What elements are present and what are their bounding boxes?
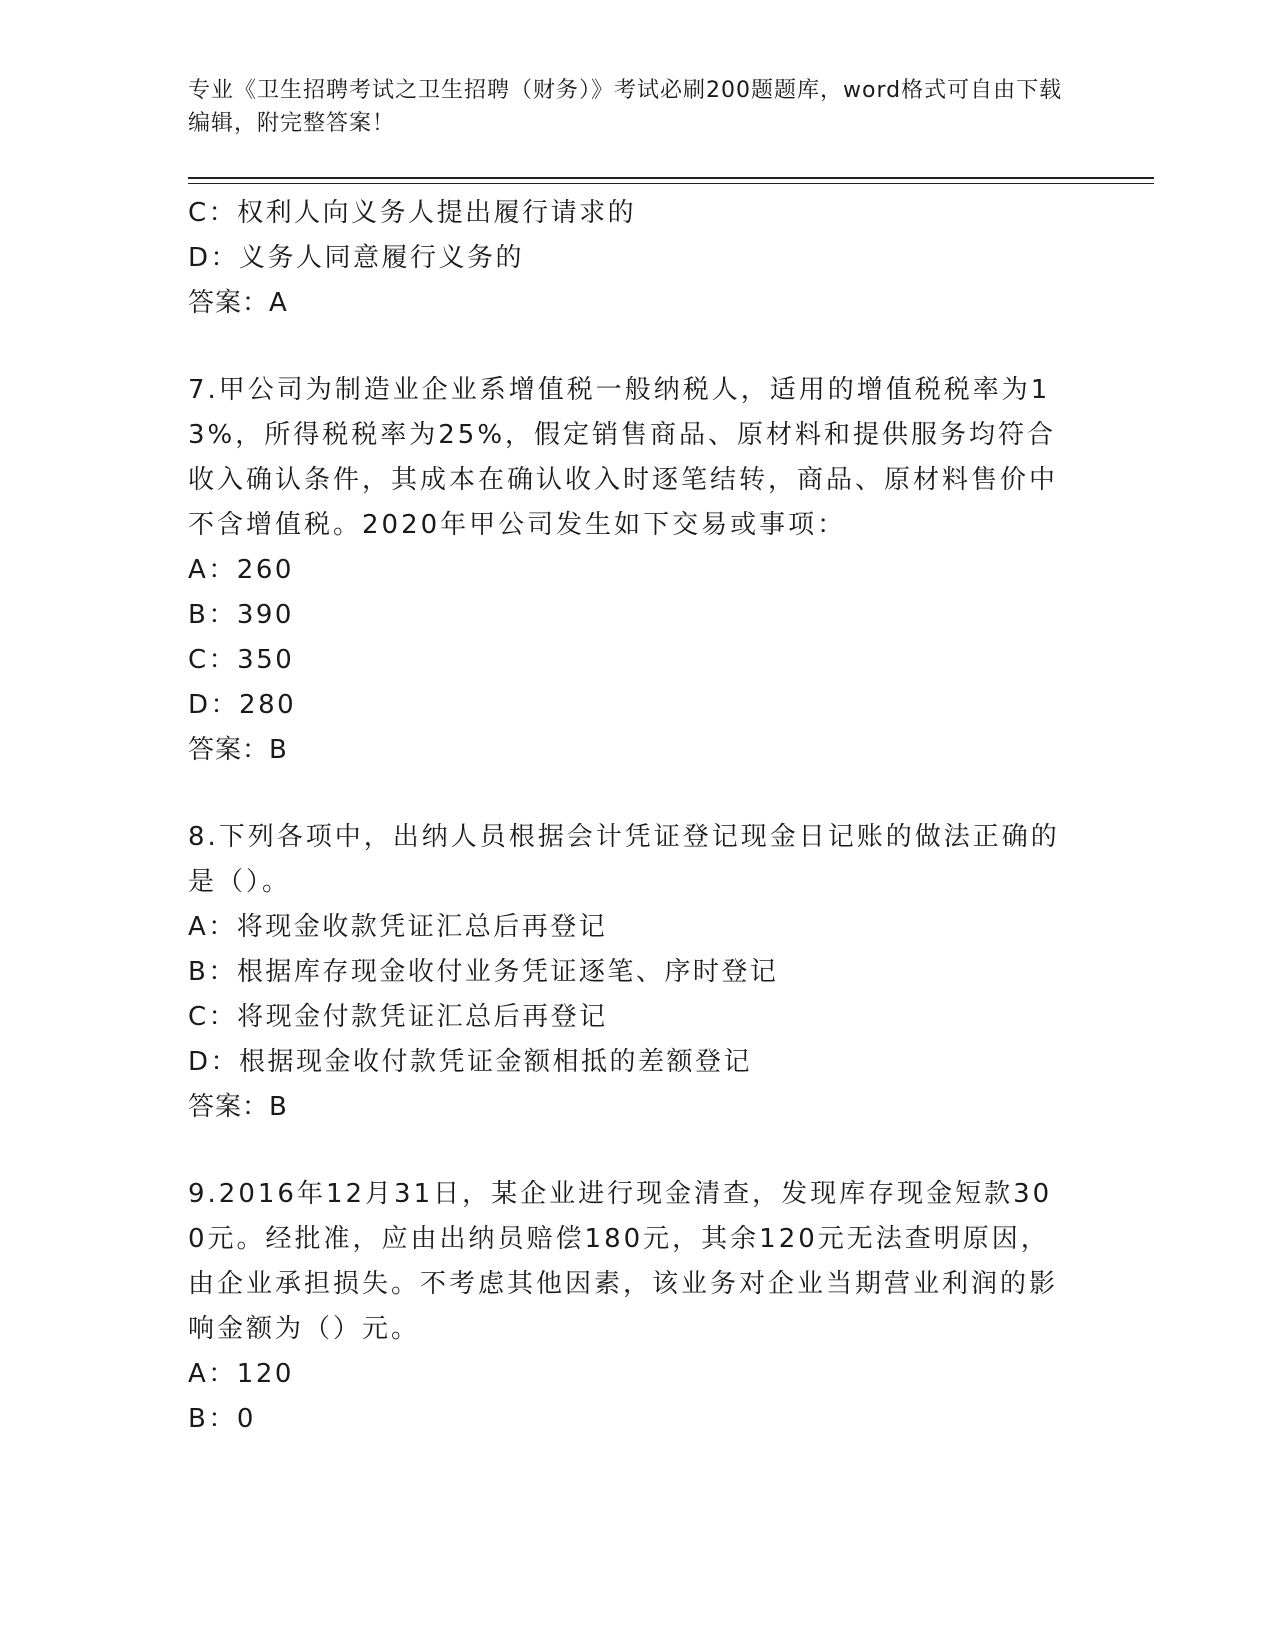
option-c: C：权利人向义务人提出履行请求的: [188, 198, 637, 228]
question-stem: 8.下列各项中，出纳人员根据会计凭证登记现金日记账的做法正确的是（）。: [188, 822, 1060, 897]
question-stem: 9.2016年12月31日，某企业进行现金清查，发现库存现金短款300元。经批准，应由出纳员赔偿180元，其余120元无法查明原因，由企业承担损失。不考虑其他因素，该业务对企业当期营业利润的影响金额为（）元。: [188, 1179, 1059, 1344]
option-b: B：390: [188, 600, 294, 630]
option-b: B：根据库存现金收付业务凭证逐笔、序时登记: [188, 957, 779, 987]
option-c: C：将现金付款凭证汇总后再登记: [188, 1002, 608, 1032]
question-gap: [188, 773, 1068, 815]
option-d: D：280: [188, 690, 297, 720]
document-header: 专业《卫生招聘考试之卫生招聘（财务）》考试必刷200题题库，word格式可自由下载编辑，附完整答案！: [188, 78, 1063, 136]
question-8: [188, 815, 1068, 1130]
question-7: [188, 368, 1068, 773]
answer-line: 答案：B: [188, 735, 288, 765]
option-c: C：350: [188, 645, 295, 675]
question-gap: [188, 326, 1068, 368]
answer-line: 答案：A: [188, 288, 288, 318]
question-9: [188, 1172, 1068, 1442]
option-a: A：260: [188, 555, 294, 585]
question-stem: 7.甲公司为制造业企业系增值税一般纳税人，适用的增值税税率为13%，所得税税率为25%，假定销售商品、原材料和提供服务均符合收入确认条件，其成本在确认收入时逐笔结转，商品、原材料售价中不含增值税。2020年甲公司发生如下交易或事项：: [188, 375, 1059, 540]
document-body: [188, 191, 1068, 1442]
option-a: A：120: [188, 1359, 294, 1389]
option-d: D：义务人同意履行义务的: [188, 243, 525, 273]
option-d: D：根据现金收付款凭证金额相抵的差额登记: [188, 1047, 753, 1077]
header-rule-thick: [188, 177, 1154, 179]
option-a: A：将现金收款凭证汇总后再登记: [188, 912, 608, 942]
question-gap: [188, 1130, 1068, 1172]
header-rule-thin: [188, 183, 1154, 184]
answer-line: 答案：B: [188, 1092, 288, 1122]
option-b: B：0: [188, 1404, 256, 1434]
